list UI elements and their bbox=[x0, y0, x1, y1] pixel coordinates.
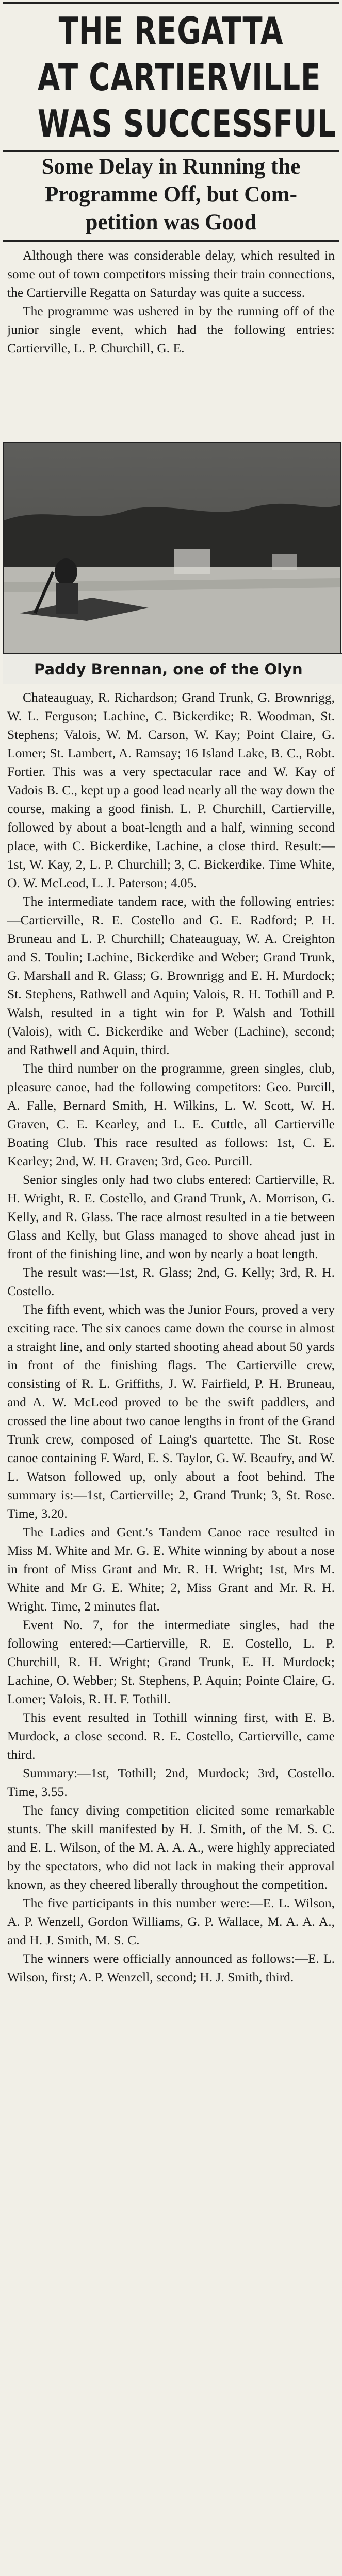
body-paragraph: The result was:—1st, R. Glass; 2nd, G. Kelly; 3rd, R. H. Costello. bbox=[7, 1265, 335, 1298]
headline-line-3: WAS SUCCESSFUL bbox=[37, 102, 336, 145]
headline-line-2: AT CARTIERVILLE bbox=[37, 56, 321, 99]
intro-paragraph: Although there was considerable delay, which resulted in some out of town competitors missing their train connections, the Cartierville Regatta on Saturday was quite a success. bbox=[7, 248, 335, 300]
body-paragraph: Senior singles only had two clubs entered: Cartierville, R. H. Wright, R. E. Costello, and Grand Trunk, A. Morrison, G. Kelly, and R. Glass. The race almost resulted in a tie between Glass and Kelly, but Glass managed to shove ahead just in front of the finishing line, and won by nearly a boat length. bbox=[7, 1172, 335, 1261]
body-paragraph: The fifth event, which was the Junior Fours, proved a very exciting race. The six canoes came down the course in almost a straight line, and only started shooting ahead about 50 yards in front of the finishing flags. The Cartierville crew, consisting of R. L. Griffiths, J. W. Fairfield, P. H. Bruneau, and A. W. McLeod proved to be the swift paddlers, and crossed the line about two canoe lengths in front of the Grand Trunk crew, composed of Laing's quartette. The St. Rose canoe containing F. Ward, E. S. Taylor, G. W. Beaufry, and W. L. Watson followed up, only about a foot behind. The summary is:—1st, Cartierville; 2, Grand Trunk; 3, St. Rose. Time, 3.20. bbox=[7, 1302, 335, 1521]
photo-image bbox=[4, 443, 340, 654]
article-intro bbox=[7, 246, 335, 437]
article-body bbox=[7, 688, 335, 2576]
deck-rule bbox=[3, 240, 339, 242]
regatta-photo bbox=[3, 442, 341, 655]
body-paragraph: The third number on the programme, green singles, club, pleasure canoe, had the following competitors: Geo. Purcill, A. Falle, Bernard Smith, H. Wilkins, L. W. Scott, W. H. Graven, C. E. Kearley, and L. E. Cuttle, all Cartierville Boating Club. This race resulted as follows: 1st, C. E. Kearley; 2nd, W. H. Graven; 3rd, Geo. Purcill. bbox=[7, 1061, 335, 1168]
deck-line-1: Some Delay in Running the bbox=[41, 155, 301, 179]
body-paragraph: Event No. 7, for the intermediate singles, had the following entered:—Cartierville, R. E. Costello, L. P. Churchill, R. H. Wright; Grand Trunk, E. H. Murdock; Lachine, O. Webber; St. Stephens, P. Aquin; Pointe Claire, G. Lomer; Valois, R. H. F. Tothill. bbox=[7, 1617, 335, 1706]
body-paragraph: The five participants in this number were:—E. L. Wilson, A. P. Wenzell, Gordon Williams, G. P. Wallace, M. A. A. A., and H. J. Smith, M. S. C. bbox=[7, 1895, 335, 1947]
headline-line-1: THE REGATTA bbox=[58, 9, 284, 53]
body-paragraph: Chateauguay, R. Richardson; Grand Trunk, G. Brownrigg, W. L. Ferguson; Lachine, C. Bickerdike; R. Woodman, St. Stephens; Valois, W. M. Carson, W. Kay; Point Claire, G. Lomer; St. Lambert, A. Ramsay; 16 Island Lake, B. C., Robt. Fortier. This was a very spectacular race and W. Kay of Vadois B. C., kept up a good lead nearly all the way down the course, making a good finish. L. P. Churchill, Cartierville, followed by about a boat-length and a half, winning second place, with C. Bickerdike, Lachine, a close third. Result:—1st, W. Kay, 2, L. P. Churchill; 3, C. Bickerdike. Time White, O. W. McLeod, L. J. Paterson; 4.05. bbox=[7, 690, 335, 890]
body-paragraph: The fancy diving competition elicited some remarkable stunts. The skill manifested by H. J. Smith, of the M. S. C. and E. L. Wilson, of the M. A. A. A., were highly appreciated by the spectators, who did not lack in making their approval known, as they cheered liberally throughout the competition. bbox=[7, 1803, 335, 1892]
top-rule bbox=[3, 2, 339, 4]
photo-caption: Paddy Brennan, one of the Olyn bbox=[3, 653, 342, 684]
body-paragraph: The winners were officially announced as follows:—E. L. Wilson, first; A. P. Wenzell, second; H. J. Smith, third. bbox=[7, 1951, 335, 1985]
headline-rule bbox=[3, 150, 339, 152]
body-paragraph: This event resulted in Tothill winning first, with E. B. Murdock, a close second. R. E. Costello, Cartierville, came third. bbox=[7, 1710, 335, 1762]
intro-paragraph: The programme was ushered in by the running off of the junior single event, which had the following entries: Cartierville, L. P. Churchill, G. E. bbox=[7, 303, 335, 355]
body-paragraph: The intermediate tandem race, with the following entries:—Cartierville, R. E. Costello and G. E. Radford; P. H. Bruneau and L. P. Churchill; Chateauguay, W. A. Creighton and S. Toulin; Lachine, Bickerdike and Weber; Grand Trunk, G. Marshall and R. Glass; G. Brownrigg and E. H. Murdock; St. Stephens, Rathwell and Aquin; Valois, R. H. Tothill and P. Walsh, resulted in a tight win for P. Walsh and Tothill (Valois), with C. Bickerdike and Weber (Lachine), second; and Rathwell and Aquin, third. bbox=[7, 894, 335, 1057]
deck-line-2: Programme Off, but Com- bbox=[45, 182, 297, 207]
body-paragraph: The Ladies and Gent.'s Tandem Canoe race resulted in Miss M. White and Mr. G. E. White winning by about a nose in front of Miss Grant and Mr. R. H. Wright; 1st, Mrs M. White and Mr G. E. White; 2, Miss Grant and Mr. R. H. Wright. Time, 2 minutes flat. bbox=[7, 1524, 335, 1614]
body-paragraph: Summary:—1st, Tothill; 2nd, Murdock; 3rd, Costello. Time, 3.55. bbox=[7, 1766, 335, 1799]
deck-line-3: petition was Good bbox=[85, 210, 257, 234]
